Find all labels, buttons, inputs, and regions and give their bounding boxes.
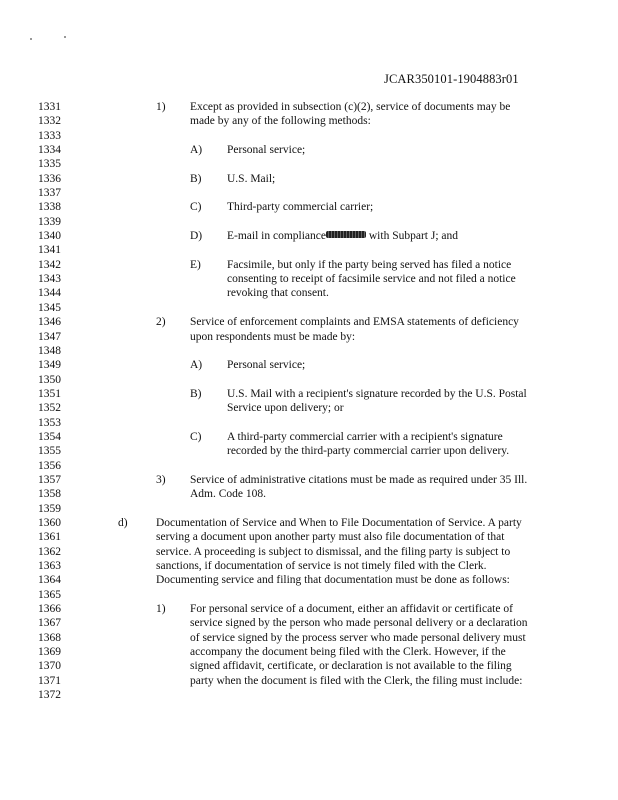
item-2b-text: Service upon delivery; or (227, 402, 344, 415)
item-2-marker: 2) (156, 316, 166, 329)
text-line (0, 286, 618, 300)
section-d-text: sanctions, if documentation of service is not timely filed with the Clerk. (156, 560, 487, 572)
text-line (0, 516, 618, 530)
line-number: 1365 (38, 588, 61, 601)
item-1d-text (227, 229, 458, 243)
text-line (0, 674, 618, 688)
text-line (0, 114, 618, 128)
item-2-text: upon respondents must be made by: (190, 330, 356, 343)
item-1d-text-after: with Subpart J; and (366, 230, 458, 243)
line-number: 1346 (38, 316, 61, 329)
text-line (0, 487, 618, 501)
text-line (0, 530, 618, 544)
text-line (0, 200, 618, 214)
line-number: 1333 (38, 129, 61, 142)
text-line (0, 573, 618, 587)
blank-line (0, 243, 618, 257)
section-d-item-1-text: party when the document is filed with the Clerk, the filing must include: (190, 674, 523, 687)
section-d-text: service. A proceeding is subject to dismissal, and the filing party is subject to (156, 545, 511, 558)
item-2c-text: A third-party commercial carrier with a recipient's signature (227, 430, 503, 443)
text-line (0, 602, 618, 616)
blank-line (0, 502, 618, 516)
line-number: 1348 (38, 344, 61, 357)
text-line (0, 444, 618, 458)
line-number: 1331 (38, 101, 61, 113)
line-number: 1359 (38, 502, 61, 515)
scan-speck (30, 38, 32, 40)
line-number: 1342 (38, 258, 61, 271)
item-1b-text: U.S. Mail; (227, 172, 276, 185)
blank-line (0, 186, 618, 200)
scan-specks (30, 36, 80, 42)
line-number: 1341 (38, 244, 61, 257)
text-line (0, 100, 618, 114)
item-2c-text: recorded by the third-party commercial carrier upon delivery. (227, 445, 510, 458)
blank-line (0, 129, 618, 143)
line-number: 1353 (38, 416, 61, 429)
text-line (0, 258, 618, 272)
text-line (0, 616, 618, 630)
blank-line (0, 373, 618, 387)
line-number: 1350 (38, 373, 61, 386)
line-number: 1336 (38, 172, 61, 185)
line-number: 1371 (38, 674, 61, 687)
line-number: 1340 (38, 230, 61, 243)
line-number: 1363 (38, 560, 61, 572)
item-3-marker: 3) (156, 473, 166, 486)
item-1b-marker: B) (190, 172, 202, 185)
item-1e-text: consenting to receipt of facsimile service and not filed a notice (227, 273, 516, 286)
item-1c-marker: C) (190, 201, 202, 214)
line-number: 1369 (38, 646, 61, 659)
line-number: 1351 (38, 387, 61, 400)
line-number: 1372 (38, 689, 61, 702)
item-2c-marker: C) (190, 430, 202, 443)
text-line (0, 401, 618, 415)
item-1e-marker: E) (190, 258, 201, 271)
line-number: 1361 (38, 531, 61, 544)
line-number: 1360 (38, 516, 61, 529)
line-number: 1364 (38, 574, 61, 587)
section-d-text: serving a document upon another party must also file documentation of that (156, 531, 505, 544)
line-number: 1347 (38, 330, 61, 343)
text-line (0, 659, 618, 673)
line-number: 1344 (38, 287, 61, 300)
line-number: 1358 (38, 488, 61, 501)
line-number: 1368 (38, 631, 61, 644)
line-number: 1356 (38, 459, 61, 472)
section-d-text: Documenting service and filing that documentation must be done as follows: (156, 574, 510, 587)
line-number: 1349 (38, 359, 61, 372)
text-line (0, 358, 618, 372)
item-1e-text: Facsimile, but only if the party being served has filed a notice (227, 258, 512, 271)
blank-line (0, 688, 618, 702)
blank-line (0, 588, 618, 602)
line-number: 1332 (38, 115, 61, 128)
line-number: 1352 (38, 402, 61, 415)
blank-line (0, 416, 618, 430)
item-1-marker: 1) (156, 101, 166, 113)
text-line (0, 473, 618, 487)
item-3-text: Adm. Code 108. (190, 488, 267, 501)
blank-line (0, 344, 618, 358)
item-2a-marker: A) (190, 359, 203, 372)
text-line (0, 229, 618, 243)
text-line (0, 559, 618, 573)
blank-line (0, 215, 618, 229)
item-2b-text: U.S. Mail with a recipient's signature recorded by the U.S. Postal (227, 387, 527, 400)
item-3-text: Service of administrative citations must be made as required under 35 Ill. (190, 473, 528, 486)
line-number: 1339 (38, 215, 61, 228)
item-2b-marker: B) (190, 387, 202, 400)
line-number: 1362 (38, 545, 61, 558)
line-number: 1343 (38, 273, 61, 286)
item-1a-text: Personal service; (227, 144, 306, 157)
text-line (0, 272, 618, 286)
section-d-item-1-text: service signed by the person who made personal delivery or a declaration (190, 617, 528, 630)
text-line (0, 545, 618, 559)
document-id: JCAR350101-1904883r01 (384, 72, 519, 86)
line-number: 1345 (38, 301, 61, 314)
section-d-item-1-text: of service signed by the process server who made personal delivery must (190, 631, 526, 644)
blank-line (0, 459, 618, 473)
item-1d-text-before: E-mail in compliance (227, 230, 326, 243)
section-d-marker: d) (118, 516, 128, 529)
line-number: 1354 (38, 430, 61, 443)
blank-line (0, 301, 618, 315)
section-d-item-1-text: signed affidavit, certificate, or declaration is not available to the filing (190, 660, 512, 673)
line-number: 1370 (38, 660, 61, 673)
item-2-text: Service of enforcement complaints and EMSA statements of deficiency (190, 316, 519, 329)
line-number: 1335 (38, 158, 61, 171)
text-line (0, 172, 618, 186)
section-d-item-1-text: accompany the document being filed with the Clerk. However, if the (190, 646, 506, 659)
line-number: 1367 (38, 617, 61, 630)
text-line (0, 387, 618, 401)
text-line (0, 315, 618, 329)
line-number: 1366 (38, 603, 61, 616)
text-line (0, 645, 618, 659)
item-1c-text: Third-party commercial carrier; (227, 201, 374, 214)
scan-speck (64, 36, 66, 38)
section-d-text: Documentation of Service and When to File Documentation of Service. A party (156, 516, 522, 529)
item-1a-marker: A) (190, 144, 203, 157)
line-number: 1338 (38, 201, 61, 214)
section-d-item-1-marker: 1) (156, 603, 166, 616)
text-line (0, 330, 618, 344)
line-number: 1355 (38, 445, 61, 458)
line-number: 1337 (38, 187, 61, 200)
item-1e-text: revoking that consent. (227, 287, 329, 300)
item-1d-marker: D) (190, 230, 203, 243)
text-line (0, 143, 618, 157)
section-d-item-1-text: For personal service of a document, either an affidavit or certificate of (190, 603, 513, 616)
line-number: 1357 (38, 473, 61, 486)
blank-line (0, 157, 618, 171)
item-1-text: Except as provided in subsection (c)(2), service of documents may be (190, 101, 511, 113)
strikeout-scribble (326, 231, 366, 238)
line-number: 1334 (38, 144, 61, 157)
text-line (0, 631, 618, 645)
item-2a-text: Personal service; (227, 359, 306, 372)
document-body (0, 100, 618, 702)
item-1-text: made by any of the following methods: (190, 115, 371, 128)
text-line (0, 430, 618, 444)
